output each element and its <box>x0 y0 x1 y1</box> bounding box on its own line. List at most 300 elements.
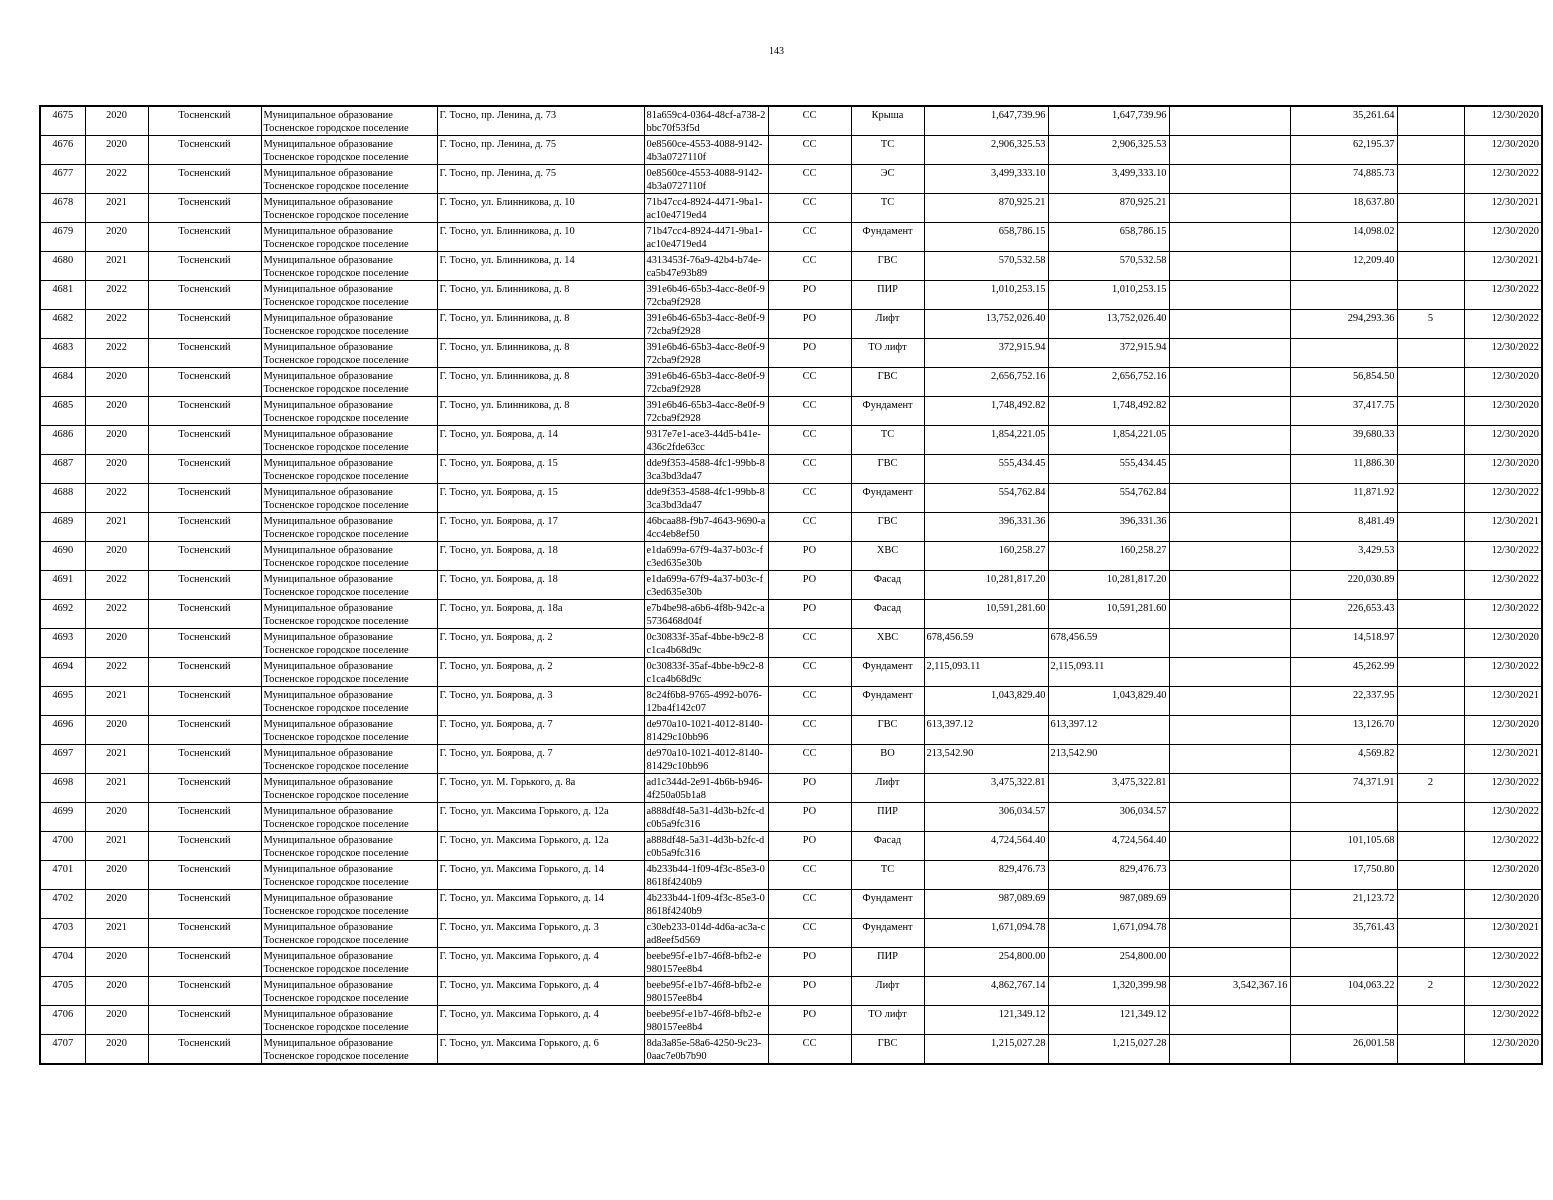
total-cost-cell: 1,671,094.78 <box>924 919 1048 948</box>
work-type-cell: ГВС <box>851 1035 924 1065</box>
fund-type-cell: РО <box>768 542 851 571</box>
work-type-cell: ХВС <box>851 542 924 571</box>
contribution-cell: 74,885.73 <box>1290 165 1397 194</box>
municipality-cell: Муниципальное образование Тосненское городское поселение <box>261 774 437 803</box>
extra-cost-cell <box>1169 716 1290 745</box>
local-cost-cell: 3,499,333.10 <box>1048 165 1169 194</box>
district-cell: Тосненский <box>148 455 261 484</box>
contribution-cell: 226,653.43 <box>1290 600 1397 629</box>
house-guid-cell: c30eb233-014d-4d6a-ac3a-cad8eef5d569 <box>644 919 768 948</box>
total-cost-cell: 2,656,752.16 <box>924 368 1048 397</box>
row-number-cell: 4683 <box>40 339 85 368</box>
district-cell: Тосненский <box>148 600 261 629</box>
house-guid-cell: beebe95f-e1b7-46f8-bfb2-e980157ee8b4 <box>644 948 768 977</box>
work-type-cell: ТС <box>851 194 924 223</box>
district-cell: Тосненский <box>148 339 261 368</box>
work-type-cell: Фундамент <box>851 397 924 426</box>
row-number-cell: 4698 <box>40 774 85 803</box>
table-row <box>40 1035 1542 1065</box>
local-cost-cell: 1,748,492.82 <box>1048 397 1169 426</box>
deadline-cell: 12/30/2020 <box>1464 861 1542 890</box>
extra-cost-cell <box>1169 455 1290 484</box>
district-cell: Тосненский <box>148 861 261 890</box>
extra-cost-cell <box>1169 832 1290 861</box>
extra-cost-cell <box>1169 803 1290 832</box>
row-number-cell: 4690 <box>40 542 85 571</box>
year-cell: 2020 <box>85 542 148 571</box>
deadline-cell: 12/30/2020 <box>1464 890 1542 919</box>
local-cost-cell: 1,320,399.98 <box>1048 977 1169 1006</box>
year-cell: 2021 <box>85 252 148 281</box>
house-guid-cell: e1da699a-67f9-4a37-b03c-fc3ed635e30b <box>644 542 768 571</box>
year-cell: 2020 <box>85 106 148 136</box>
address-cell: Г. Тосно, ул. Боярова, д. 18 <box>437 542 644 571</box>
deadline-cell: 12/30/2022 <box>1464 571 1542 600</box>
extra-cost-cell <box>1169 629 1290 658</box>
table-row <box>40 339 1542 368</box>
total-cost-cell: 10,591,281.60 <box>924 600 1048 629</box>
count-cell <box>1397 368 1464 397</box>
count-cell <box>1397 629 1464 658</box>
municipality-cell: Муниципальное образование Тосненское городское поселение <box>261 629 437 658</box>
house-guid-cell: a888df48-5a31-4d3b-b2fc-dc0b5a9fc316 <box>644 803 768 832</box>
district-cell: Тосненский <box>148 106 261 136</box>
extra-cost-cell <box>1169 310 1290 339</box>
fund-type-cell: РО <box>768 281 851 310</box>
row-number-cell: 4706 <box>40 1006 85 1035</box>
deadline-cell: 12/30/2020 <box>1464 136 1542 165</box>
deadline-cell: 12/30/2020 <box>1464 1035 1542 1065</box>
district-cell: Тосненский <box>148 136 261 165</box>
district-cell: Тосненский <box>148 571 261 600</box>
total-cost-cell: 1,215,027.28 <box>924 1035 1048 1065</box>
contribution-cell: 11,886.30 <box>1290 455 1397 484</box>
row-number-cell: 4702 <box>40 890 85 919</box>
deadline-cell: 12/30/2022 <box>1464 339 1542 368</box>
extra-cost-cell <box>1169 745 1290 774</box>
local-cost-cell: 306,034.57 <box>1048 803 1169 832</box>
work-type-cell: Фундамент <box>851 484 924 513</box>
local-cost-cell: 396,331.36 <box>1048 513 1169 542</box>
municipality-cell: Муниципальное образование Тосненское городское поселение <box>261 1006 437 1035</box>
fund-type-cell: СС <box>768 252 851 281</box>
fund-type-cell: СС <box>768 745 851 774</box>
district-cell: Тосненский <box>148 252 261 281</box>
house-guid-cell: 9317e7e1-ace3-44d5-b41e-436c2fde63cc <box>644 426 768 455</box>
district-cell: Тосненский <box>148 397 261 426</box>
address-cell: Г. Тосно, ул. Максима Горького, д. 6 <box>437 1035 644 1065</box>
district-cell: Тосненский <box>148 832 261 861</box>
table-row <box>40 252 1542 281</box>
row-number-cell: 4675 <box>40 106 85 136</box>
local-cost-cell: 10,281,817.20 <box>1048 571 1169 600</box>
contribution-cell <box>1290 1006 1397 1035</box>
municipality-cell: Муниципальное образование Тосненское городское поселение <box>261 252 437 281</box>
contribution-cell <box>1290 339 1397 368</box>
contribution-cell: 8,481.49 <box>1290 513 1397 542</box>
extra-cost-cell <box>1169 890 1290 919</box>
address-cell: Г. Тосно, ул. Максима Горького, д. 12а <box>437 832 644 861</box>
table-row <box>40 165 1542 194</box>
row-number-cell: 4701 <box>40 861 85 890</box>
row-number-cell: 4676 <box>40 136 85 165</box>
table-row <box>40 542 1542 571</box>
table-row <box>40 571 1542 600</box>
table-row <box>40 919 1542 948</box>
year-cell: 2022 <box>85 339 148 368</box>
year-cell: 2021 <box>85 513 148 542</box>
extra-cost-cell <box>1169 194 1290 223</box>
table-row <box>40 861 1542 890</box>
table-row <box>40 629 1542 658</box>
municipality-cell: Муниципальное образование Тосненское городское поселение <box>261 832 437 861</box>
local-cost-cell: 570,532.58 <box>1048 252 1169 281</box>
row-number-cell: 4705 <box>40 977 85 1006</box>
municipality-cell: Муниципальное образование Тосненское городское поселение <box>261 948 437 977</box>
extra-cost-cell <box>1169 513 1290 542</box>
fund-type-cell: СС <box>768 716 851 745</box>
row-number-cell: 4703 <box>40 919 85 948</box>
extra-cost-cell <box>1169 1035 1290 1065</box>
count-cell <box>1397 281 1464 310</box>
total-cost-cell: 3,475,322.81 <box>924 774 1048 803</box>
count-cell <box>1397 803 1464 832</box>
year-cell: 2021 <box>85 745 148 774</box>
year-cell: 2022 <box>85 310 148 339</box>
municipality-cell: Муниципальное образование Тосненское городское поселение <box>261 310 437 339</box>
extra-cost-cell <box>1169 252 1290 281</box>
address-cell: Г. Тосно, ул. Блинникова, д. 10 <box>437 194 644 223</box>
extra-cost-cell <box>1169 339 1290 368</box>
total-cost-cell: 2,906,325.53 <box>924 136 1048 165</box>
table-row <box>40 948 1542 977</box>
house-guid-cell: dde9f353-4588-4fc1-99bb-83ca3bd3da47 <box>644 484 768 513</box>
local-cost-cell: 1,010,253.15 <box>1048 281 1169 310</box>
table-row <box>40 832 1542 861</box>
address-cell: Г. Тосно, ул. Блинникова, д. 8 <box>437 310 644 339</box>
count-cell <box>1397 426 1464 455</box>
count-cell <box>1397 223 1464 252</box>
total-cost-cell: 3,499,333.10 <box>924 165 1048 194</box>
house-guid-cell: 4313453f-76a9-42b4-b74e-ca5b47e93b89 <box>644 252 768 281</box>
address-cell: Г. Тосно, ул. Максима Горького, д. 14 <box>437 890 644 919</box>
address-cell: Г. Тосно, ул. Блинникова, д. 8 <box>437 368 644 397</box>
total-cost-cell: 1,010,253.15 <box>924 281 1048 310</box>
deadline-cell: 12/30/2020 <box>1464 629 1542 658</box>
year-cell: 2021 <box>85 919 148 948</box>
extra-cost-cell <box>1169 281 1290 310</box>
table-row <box>40 600 1542 629</box>
house-guid-cell: 81a659c4-0364-48cf-a738-2bbc70f53f5d <box>644 106 768 136</box>
district-cell: Тосненский <box>148 658 261 687</box>
house-guid-cell: beebe95f-e1b7-46f8-bfb2-e980157ee8b4 <box>644 1006 768 1035</box>
year-cell: 2022 <box>85 281 148 310</box>
table-row <box>40 194 1542 223</box>
total-cost-cell: 658,786.15 <box>924 223 1048 252</box>
fund-type-cell: РО <box>768 948 851 977</box>
address-cell: Г. Тосно, ул. Боярова, д. 7 <box>437 745 644 774</box>
extra-cost-cell <box>1169 223 1290 252</box>
row-number-cell: 4697 <box>40 745 85 774</box>
work-type-cell: ЭС <box>851 165 924 194</box>
district-cell: Тосненский <box>148 890 261 919</box>
municipality-cell: Муниципальное образование Тосненское городское поселение <box>261 136 437 165</box>
row-number-cell: 4694 <box>40 658 85 687</box>
deadline-cell: 12/30/2022 <box>1464 281 1542 310</box>
count-cell <box>1397 948 1464 977</box>
house-guid-cell: 391e6b46-65b3-4acc-8e0f-972cba9f2928 <box>644 281 768 310</box>
extra-cost-cell <box>1169 687 1290 716</box>
year-cell: 2020 <box>85 977 148 1006</box>
row-number-cell: 4696 <box>40 716 85 745</box>
deadline-cell: 12/30/2022 <box>1464 658 1542 687</box>
district-cell: Тосненский <box>148 513 261 542</box>
count-cell: 2 <box>1397 977 1464 1006</box>
row-number-cell: 4692 <box>40 600 85 629</box>
house-guid-cell: 0c30833f-35af-4bbe-b9c2-8c1ca4b68d9c <box>644 629 768 658</box>
house-guid-cell: beebe95f-e1b7-46f8-bfb2-e980157ee8b4 <box>644 977 768 1006</box>
extra-cost-cell <box>1169 600 1290 629</box>
count-cell <box>1397 106 1464 136</box>
count-cell <box>1397 252 1464 281</box>
fund-type-cell: РО <box>768 832 851 861</box>
total-cost-cell: 396,331.36 <box>924 513 1048 542</box>
district-cell: Тосненский <box>148 194 261 223</box>
local-cost-cell: 554,762.84 <box>1048 484 1169 513</box>
deadline-cell: 12/30/2022 <box>1464 542 1542 571</box>
fund-type-cell: СС <box>768 919 851 948</box>
local-cost-cell: 555,434.45 <box>1048 455 1169 484</box>
year-cell: 2020 <box>85 397 148 426</box>
count-cell <box>1397 861 1464 890</box>
contribution-cell: 35,261.64 <box>1290 106 1397 136</box>
fund-type-cell: СС <box>768 629 851 658</box>
total-cost-cell: 13,752,026.40 <box>924 310 1048 339</box>
district-cell: Тосненский <box>148 919 261 948</box>
extra-cost-cell <box>1169 426 1290 455</box>
address-cell: Г. Тосно, ул. Боярова, д. 18а <box>437 600 644 629</box>
fund-type-cell: РО <box>768 310 851 339</box>
count-cell <box>1397 194 1464 223</box>
fund-type-cell: РО <box>768 774 851 803</box>
count-cell <box>1397 571 1464 600</box>
contribution-cell: 101,105.68 <box>1290 832 1397 861</box>
registry-table <box>39 105 1543 1065</box>
municipality-cell: Муниципальное образование Тосненское городское поселение <box>261 890 437 919</box>
work-type-cell: ТО лифт <box>851 339 924 368</box>
count-cell <box>1397 890 1464 919</box>
total-cost-cell: 1,043,829.40 <box>924 687 1048 716</box>
total-cost-cell: 121,349.12 <box>924 1006 1048 1035</box>
district-cell: Тосненский <box>148 484 261 513</box>
contribution-cell: 37,417.75 <box>1290 397 1397 426</box>
local-cost-cell: 613,397.12 <box>1048 716 1169 745</box>
local-cost-cell: 372,915.94 <box>1048 339 1169 368</box>
work-type-cell: ХВС <box>851 629 924 658</box>
contribution-cell <box>1290 948 1397 977</box>
year-cell: 2021 <box>85 194 148 223</box>
deadline-cell: 12/30/2022 <box>1464 948 1542 977</box>
municipality-cell: Муниципальное образование Тосненское городское поселение <box>261 368 437 397</box>
count-cell <box>1397 716 1464 745</box>
municipality-cell: Муниципальное образование Тосненское городское поселение <box>261 106 437 136</box>
address-cell: Г. Тосно, ул. Максима Горького, д. 14 <box>437 861 644 890</box>
deadline-cell: 12/30/2022 <box>1464 484 1542 513</box>
municipality-cell: Муниципальное образование Тосненское городское поселение <box>261 455 437 484</box>
address-cell: Г. Тосно, ул. Боярова, д. 15 <box>437 484 644 513</box>
contribution-cell: 13,126.70 <box>1290 716 1397 745</box>
total-cost-cell: 870,925.21 <box>924 194 1048 223</box>
year-cell: 2020 <box>85 948 148 977</box>
row-number-cell: 4678 <box>40 194 85 223</box>
total-cost-cell: 829,476.73 <box>924 861 1048 890</box>
house-guid-cell: 46bcaa88-f9b7-4643-9690-a4cc4eb8ef50 <box>644 513 768 542</box>
count-cell <box>1397 832 1464 861</box>
contribution-cell: 220,030.89 <box>1290 571 1397 600</box>
work-type-cell: Фасад <box>851 571 924 600</box>
local-cost-cell: 678,456.59 <box>1048 629 1169 658</box>
contribution-cell: 14,098.02 <box>1290 223 1397 252</box>
contribution-cell: 45,262.99 <box>1290 658 1397 687</box>
contribution-cell: 17,750.80 <box>1290 861 1397 890</box>
house-guid-cell: 71b47cc4-8924-4471-9ba1-ac10e4719ed4 <box>644 194 768 223</box>
deadline-cell: 12/30/2020 <box>1464 455 1542 484</box>
total-cost-cell: 555,434.45 <box>924 455 1048 484</box>
local-cost-cell: 3,475,322.81 <box>1048 774 1169 803</box>
local-cost-cell: 254,800.00 <box>1048 948 1169 977</box>
total-cost-cell: 570,532.58 <box>924 252 1048 281</box>
local-cost-cell: 213,542.90 <box>1048 745 1169 774</box>
house-guid-cell: 0e8560ce-4553-4088-9142-4b3a0727110f <box>644 136 768 165</box>
fund-type-cell: СС <box>768 106 851 136</box>
extra-cost-cell <box>1169 658 1290 687</box>
house-guid-cell: ad1c344d-2e91-4b6b-b946-4f250a05b1a8 <box>644 774 768 803</box>
municipality-cell: Муниципальное образование Тосненское городское поселение <box>261 426 437 455</box>
contribution-cell: 35,761.43 <box>1290 919 1397 948</box>
total-cost-cell: 678,456.59 <box>924 629 1048 658</box>
year-cell: 2020 <box>85 136 148 165</box>
deadline-cell: 12/30/2021 <box>1464 513 1542 542</box>
year-cell: 2022 <box>85 571 148 600</box>
work-type-cell: ГВС <box>851 252 924 281</box>
district-cell: Тосненский <box>148 426 261 455</box>
count-cell <box>1397 687 1464 716</box>
fund-type-cell: СС <box>768 484 851 513</box>
fund-type-cell: СС <box>768 223 851 252</box>
address-cell: Г. Тосно, ул. Максима Горького, д. 12а <box>437 803 644 832</box>
house-guid-cell: e1da699a-67f9-4a37-b03c-fc3ed635e30b <box>644 571 768 600</box>
row-number-cell: 4707 <box>40 1035 85 1065</box>
work-type-cell: ГВС <box>851 513 924 542</box>
district-cell: Тосненский <box>148 687 261 716</box>
local-cost-cell: 2,906,325.53 <box>1048 136 1169 165</box>
total-cost-cell: 554,762.84 <box>924 484 1048 513</box>
count-cell <box>1397 745 1464 774</box>
table-row <box>40 223 1542 252</box>
municipality-cell: Муниципальное образование Тосненское городское поселение <box>261 223 437 252</box>
table-row <box>40 687 1542 716</box>
year-cell: 2020 <box>85 368 148 397</box>
total-cost-cell: 1,854,221.05 <box>924 426 1048 455</box>
deadline-cell: 12/30/2020 <box>1464 397 1542 426</box>
address-cell: Г. Тосно, ул. Блинникова, д. 8 <box>437 281 644 310</box>
work-type-cell: Лифт <box>851 977 924 1006</box>
house-guid-cell: 71b47cc4-8924-4471-9ba1-ac10e4719ed4 <box>644 223 768 252</box>
table-row <box>40 426 1542 455</box>
contribution-cell: 12,209.40 <box>1290 252 1397 281</box>
extra-cost-cell <box>1169 774 1290 803</box>
row-number-cell: 4679 <box>40 223 85 252</box>
count-cell <box>1397 919 1464 948</box>
local-cost-cell: 870,925.21 <box>1048 194 1169 223</box>
local-cost-cell: 2,656,752.16 <box>1048 368 1169 397</box>
fund-type-cell: СС <box>768 397 851 426</box>
deadline-cell: 12/30/2022 <box>1464 600 1542 629</box>
address-cell: Г. Тосно, ул. Блинникова, д. 14 <box>437 252 644 281</box>
table-row <box>40 455 1542 484</box>
row-number-cell: 4677 <box>40 165 85 194</box>
municipality-cell: Муниципальное образование Тосненское городское поселение <box>261 194 437 223</box>
address-cell: Г. Тосно, ул. Максима Горького, д. 3 <box>437 919 644 948</box>
work-type-cell: ПИР <box>851 948 924 977</box>
year-cell: 2022 <box>85 165 148 194</box>
work-type-cell: Лифт <box>851 310 924 339</box>
local-cost-cell: 160,258.27 <box>1048 542 1169 571</box>
extra-cost-cell <box>1169 484 1290 513</box>
fund-type-cell: СС <box>768 136 851 165</box>
district-cell: Тосненский <box>148 716 261 745</box>
extra-cost-cell: 3,542,367.16 <box>1169 977 1290 1006</box>
municipality-cell: Муниципальное образование Тосненское городское поселение <box>261 542 437 571</box>
local-cost-cell: 2,115,093.11 <box>1048 658 1169 687</box>
work-type-cell: ГВС <box>851 455 924 484</box>
municipality-cell: Муниципальное образование Тосненское городское поселение <box>261 803 437 832</box>
row-number-cell: 4704 <box>40 948 85 977</box>
contribution-cell: 18,637.80 <box>1290 194 1397 223</box>
local-cost-cell: 1,043,829.40 <box>1048 687 1169 716</box>
local-cost-cell: 658,786.15 <box>1048 223 1169 252</box>
municipality-cell: Муниципальное образование Тосненское городское поселение <box>261 484 437 513</box>
work-type-cell: ТС <box>851 136 924 165</box>
address-cell: Г. Тосно, ул. Блинникова, д. 10 <box>437 223 644 252</box>
contribution-cell <box>1290 803 1397 832</box>
fund-type-cell: СС <box>768 165 851 194</box>
contribution-cell: 74,371.91 <box>1290 774 1397 803</box>
address-cell: Г. Тосно, ул. Боярова, д. 15 <box>437 455 644 484</box>
year-cell: 2022 <box>85 600 148 629</box>
table-row <box>40 1006 1542 1035</box>
deadline-cell: 12/30/2021 <box>1464 194 1542 223</box>
address-cell: Г. Тосно, ул. Блинникова, д. 8 <box>437 339 644 368</box>
row-number-cell: 4685 <box>40 397 85 426</box>
address-cell: Г. Тосно, ул. Боярова, д. 7 <box>437 716 644 745</box>
total-cost-cell: 1,748,492.82 <box>924 397 1048 426</box>
municipality-cell: Муниципальное образование Тосненское городское поселение <box>261 716 437 745</box>
deadline-cell: 12/30/2020 <box>1464 716 1542 745</box>
total-cost-cell: 213,542.90 <box>924 745 1048 774</box>
count-cell <box>1397 455 1464 484</box>
address-cell: Г. Тосно, ул. Максима Горького, д. 4 <box>437 948 644 977</box>
extra-cost-cell <box>1169 368 1290 397</box>
table-row <box>40 774 1542 803</box>
work-type-cell: Фундамент <box>851 658 924 687</box>
count-cell <box>1397 658 1464 687</box>
count-cell: 5 <box>1397 310 1464 339</box>
work-type-cell: ГВС <box>851 368 924 397</box>
row-number-cell: 4699 <box>40 803 85 832</box>
fund-type-cell: СС <box>768 687 851 716</box>
deadline-cell: 12/30/2020 <box>1464 426 1542 455</box>
